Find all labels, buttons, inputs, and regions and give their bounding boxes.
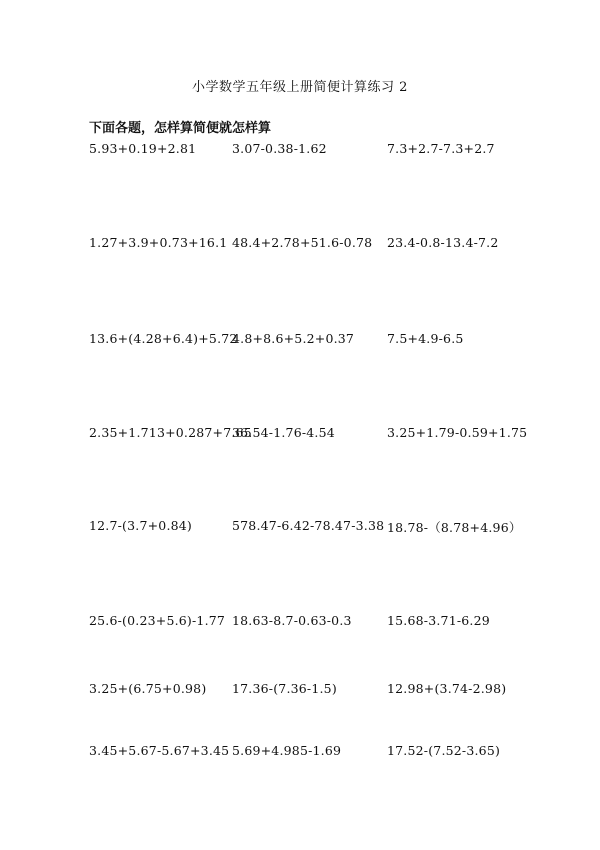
page-title: 小学数学五年级上册简便计算练习 2	[192, 80, 408, 95]
problem-item: 13.6+(4.28+6.4)+5.72	[89, 331, 238, 346]
problem-item: 7.3+2.7-7.3+2.7	[387, 141, 495, 156]
problem-item: 18.78-（8.78+4.96）	[387, 520, 522, 535]
problem-item: 578.47-6.42-78.47-3.38	[232, 518, 385, 533]
problem-item: 7.5+4.9-6.5	[387, 331, 464, 346]
problem-item: 5.69+4.985-1.69	[232, 743, 342, 758]
problem-item: 17.52-(7.52-3.65)	[387, 743, 501, 758]
problem-item: 3.25+1.79-0.59+1.75	[387, 425, 528, 440]
problem-item: 4.8+8.6+5.2+0.37	[232, 331, 355, 346]
problem-item: 36.54-1.76-4.54	[232, 425, 335, 440]
instruction-text: 下面各题，怎样算简便就怎样算	[89, 121, 272, 136]
problem-item: 23.4-0.8-13.4-7.2	[387, 235, 499, 250]
problem-item: 25.6-(0.23+5.6)-1.77	[89, 613, 226, 628]
problem-item: 5.93+0.19+2.81	[89, 141, 197, 156]
problem-item: 48.4+2.78+51.6-0.78	[232, 235, 373, 250]
problem-item: 3.45+5.67-5.67+3.45	[89, 743, 230, 758]
problem-item: 12.98+(3.74-2.98)	[387, 681, 507, 696]
problem-item: 15.68-3.71-6.29	[387, 613, 490, 628]
problem-item: 2.35+1.713+0.287+7.65	[89, 425, 252, 440]
problem-item: 1.27+3.9+0.73+16.1	[89, 235, 228, 250]
problem-item: 3.25+(6.75+0.98)	[89, 681, 207, 696]
problem-item: 3.07-0.38-1.62	[232, 141, 327, 156]
problem-item: 17.36-(7.36-1.5)	[232, 681, 337, 696]
problem-item: 12.7-(3.7+0.84)	[89, 518, 192, 533]
problem-item: 18.63-8.7-0.63-0.3	[232, 613, 352, 628]
